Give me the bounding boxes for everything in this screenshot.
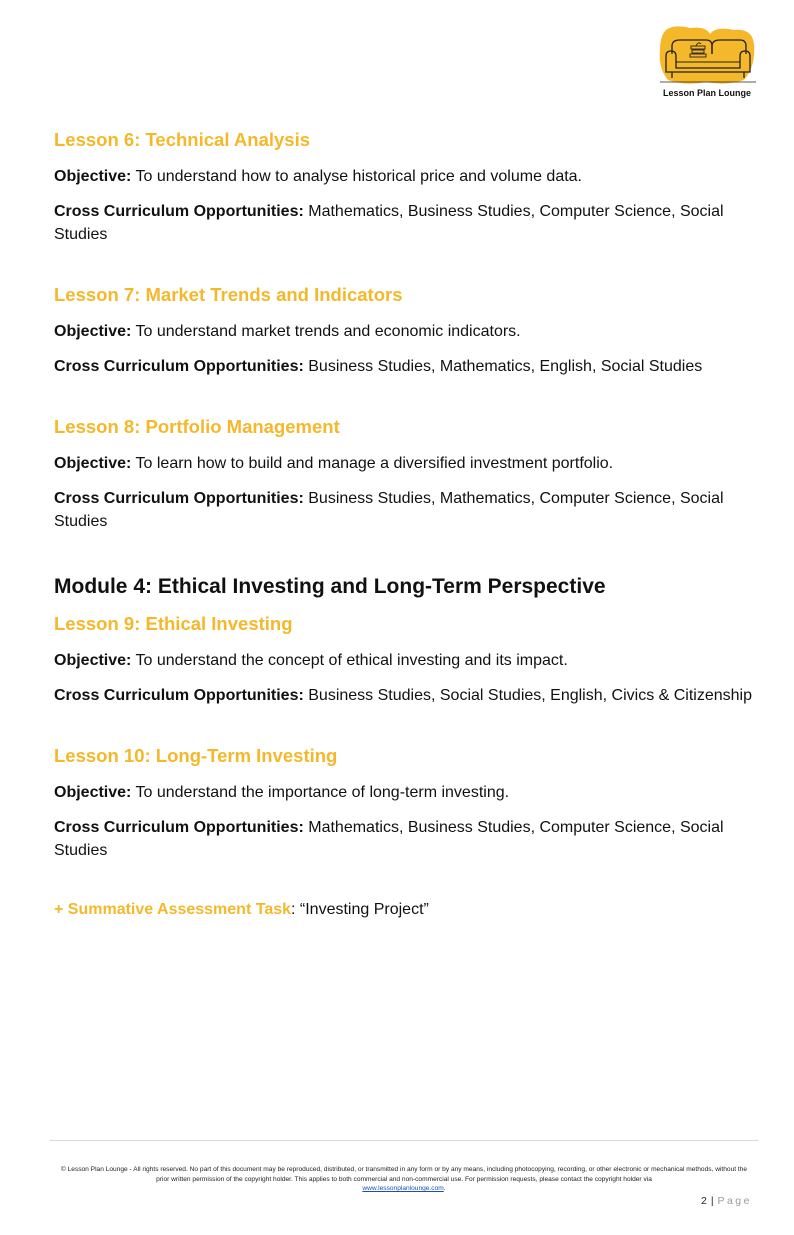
- cross-curriculum-text: Business Studies, Mathematics, Computer Science, Social Studies: [54, 490, 724, 530]
- cross-curriculum-text: Mathematics, Business Studies, Computer Science, Social Studies: [54, 203, 724, 243]
- cross-curriculum-text: Business Studies, Social Studies, English, Civics & Citizenship: [308, 687, 753, 704]
- objective-paragraph: [54, 320, 754, 343]
- lesson-title: Lesson 6: Technical Analysis: [54, 129, 311, 150]
- footer-divider: [50, 1140, 758, 1141]
- objective-label: Objective:: [54, 455, 132, 472]
- objective-label: Objective:: [54, 784, 132, 801]
- lesson-10: [54, 743, 754, 862]
- lesson-8: [54, 414, 754, 533]
- objective-paragraph: [54, 165, 754, 188]
- cross-curriculum-label: Cross Curriculum Opportunities:: [54, 203, 304, 220]
- lesson-7: [54, 282, 754, 378]
- page-word: Page: [717, 1195, 752, 1207]
- objective-text: To learn how to build and manage a diversified investment portfolio.: [135, 455, 614, 472]
- lesson-title: Lesson 10: Long-Term Investing: [54, 745, 338, 766]
- copyright-text: © Lesson Plan Lounge - All rights reserved. No part of this document may be reproduced, distributed, or transmitted in any form or by any means, including photocopying, recording, or other electronic or mechanical methods, without the prior written permission of the copyright holder. This applies to both commercial and non-commercial use. For permission requests, please contact the copyright holder via: [60, 1166, 748, 1183]
- website-link[interactable]: www.lessonplanlounge.com: [362, 1185, 444, 1192]
- document-body: [54, 127, 754, 921]
- lesson-title: Lesson 8: Portfolio Management: [54, 416, 340, 437]
- objective-text: To understand the importance of long-term investing.: [135, 784, 510, 801]
- cross-curriculum-paragraph: [54, 355, 754, 378]
- lesson-title: Lesson 7: Market Trends and Indicators: [54, 284, 403, 305]
- objective-text: To understand market trends and economic indicators.: [135, 323, 521, 340]
- cross-curriculum-label: Cross Curriculum Opportunities:: [54, 687, 304, 704]
- page-number-value: 2: [701, 1195, 708, 1207]
- summative-label: + Summative Assessment Task: [54, 901, 292, 918]
- module-title: Module 4: Ethical Investing and Long-Term Perspective: [54, 575, 606, 598]
- cross-curriculum-text: Mathematics, Business Studies, Computer Science, Social Studies: [54, 819, 724, 859]
- objective-label: Objective:: [54, 323, 132, 340]
- summative-assessment: [54, 898, 754, 921]
- page-number: [701, 1195, 752, 1207]
- footer-copyright: [54, 1165, 754, 1194]
- link-suffix: .: [443, 1185, 446, 1192]
- cross-curriculum-paragraph: [54, 487, 754, 533]
- objective-paragraph: [54, 649, 754, 672]
- cross-curriculum-label: Cross Curriculum Opportunities:: [54, 819, 304, 836]
- cross-curriculum-label: Cross Curriculum Opportunities:: [54, 358, 304, 375]
- lesson-9: [54, 611, 754, 707]
- sofa-with-books-icon: [656, 24, 758, 88]
- brand-name: Lesson Plan Lounge: [662, 88, 751, 98]
- objective-label: Objective:: [54, 168, 132, 185]
- brand-logo: [656, 24, 758, 104]
- cross-curriculum-paragraph: [54, 200, 754, 246]
- lesson-title: Lesson 9: Ethical Investing: [54, 613, 293, 634]
- objective-text: To understand how to analyse historical price and volume data.: [135, 168, 582, 185]
- objective-paragraph: [54, 452, 754, 475]
- page-separator: |: [710, 1195, 715, 1207]
- objective-paragraph: [54, 781, 754, 804]
- cross-curriculum-label: Cross Curriculum Opportunities:: [54, 490, 304, 507]
- summative-title: : “Investing Project”: [291, 901, 429, 918]
- cross-curriculum-text: Business Studies, Mathematics, English, Social Studies: [308, 358, 703, 375]
- lesson-6: [54, 127, 754, 246]
- objective-text: To understand the concept of ethical investing and its impact.: [135, 652, 568, 669]
- objective-label: Objective:: [54, 652, 132, 669]
- cross-curriculum-paragraph: [54, 816, 754, 862]
- cross-curriculum-paragraph: [54, 684, 754, 707]
